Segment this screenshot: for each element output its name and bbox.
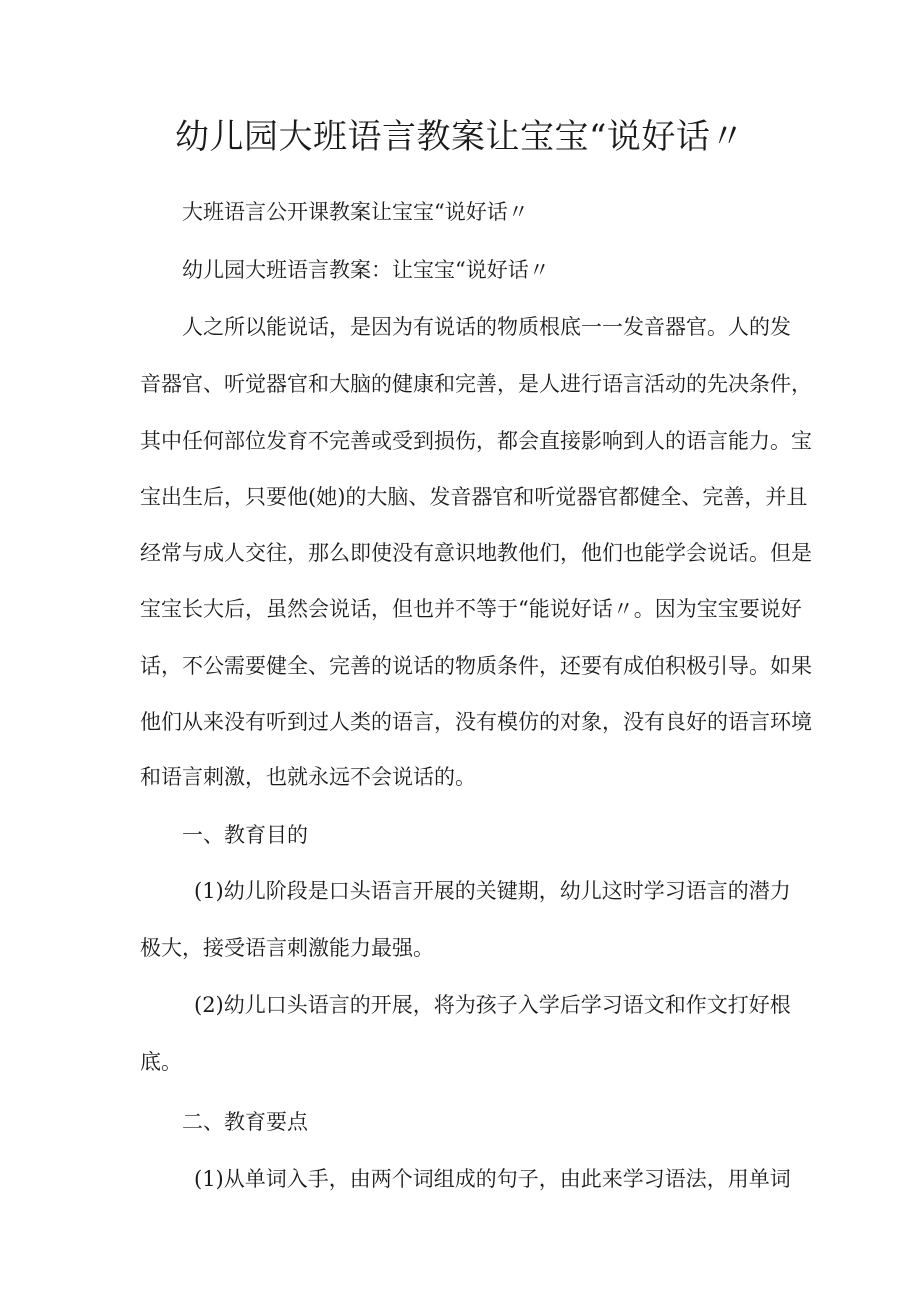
paragraph-line: 和语言刺激，也就永远不会说话的。 <box>140 765 476 789</box>
paragraph-line: (2)幼儿口头语言的开展，将为孩子入学后学习语文和作文打好根 <box>194 993 791 1017</box>
paragraph-line: 音器官、听觉器官和大脑的健康和完善，是人进行语言活动的先决条件， <box>140 372 812 396</box>
paragraph-line: 极大，接受语言刺激能力最强。 <box>140 936 434 960</box>
paragraph-line: (1)从单词入手，由两个词组成的句子，由此来学习语法，用单词 <box>194 1167 791 1191</box>
paragraph-line: 宝出生后，只要他(她)的大脑、发音器官和听觉器官都健全、完善，并且 <box>140 485 808 509</box>
section-heading: 一、教育目的 <box>182 823 308 847</box>
paragraph-line: 他们从来没有听到过人类的语言，没有模仿的对象，没有良好的语言环境 <box>140 710 812 734</box>
section-heading: 二、教育要点 <box>182 1110 308 1134</box>
subtitle-line: 幼儿园大班语言教案：让宝宝“说好话〃 <box>182 258 550 282</box>
paragraph-line: 经常与成人交往，那么即使没有意识地教他们，他们也能学会说话。但是 <box>140 541 812 565</box>
paragraph-line: 话，不公需要健全、完善的说话的物质条件，还要有成伯积极引导。如果 <box>140 654 812 678</box>
paragraph-line: 宝宝长大后，虽然会说话，但也并不等于“能说好话〃。因为宝宝要说好 <box>140 597 802 621</box>
paragraph-line: 其中任何部位发育不完善或受到损伤，都会直接影响到人的语言能力。宝 <box>140 429 812 453</box>
paragraph-line: (1)幼儿阶段是口头语言开展的关键期，幼儿这时学习语言的潜力 <box>194 879 791 903</box>
subtitle-line: 大班语言公开课教案让宝宝“说好话〃 <box>182 200 529 224</box>
paragraph-line: 人之所以能说话，是因为有说话的物质根底一一发音器官。人的发 <box>182 315 791 339</box>
paragraph-line: 底。 <box>140 1050 182 1074</box>
document-title: 幼儿园大班语言教案让宝宝“说好话〃 <box>175 117 745 157</box>
